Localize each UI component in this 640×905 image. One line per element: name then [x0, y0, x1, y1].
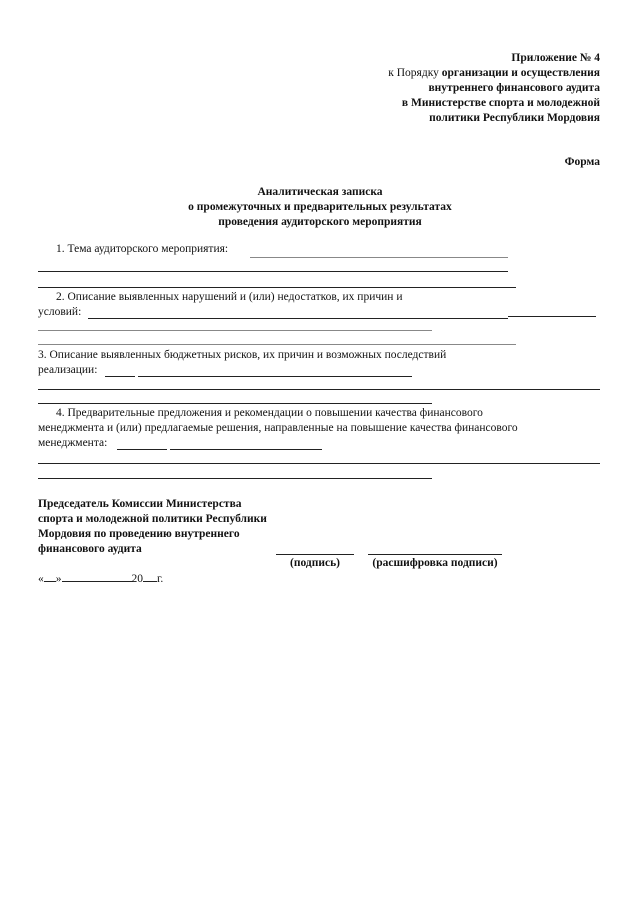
date-year-prefix: 20	[131, 573, 143, 585]
item-2-fill-line-2[interactable]	[38, 330, 432, 331]
signature-decode-line[interactable]	[368, 554, 502, 555]
date-line	[38, 571, 163, 585]
item-2-label-line-1: 2. Описание выявленных нарушений и (или) недостатков, их причин и	[56, 291, 403, 303]
appendix-ref-line	[388, 67, 600, 79]
item-3-label-line-1: 3. Описание выявленных бюджетных рисков, их причин и возможных последствий	[38, 349, 447, 361]
item-3-fill-line-3[interactable]	[38, 403, 432, 404]
date-year-suffix: г.	[157, 573, 164, 585]
signature-label: (подпись)	[290, 557, 340, 569]
item-4-fill-line-2[interactable]	[38, 463, 600, 464]
appendix-line-5: политики Республики Мордовия	[429, 112, 600, 124]
appendix-ref-bold: организации и осуществления	[441, 67, 600, 79]
form-label: Форма	[564, 156, 600, 168]
item-3-fill-line-short[interactable]	[105, 376, 135, 377]
document-title-line-1: Аналитическая записка	[257, 186, 383, 198]
item-3-label-line-2: реализации:	[38, 364, 98, 376]
item-1-fill-line[interactable]	[250, 257, 508, 258]
date-year-blank[interactable]	[143, 571, 157, 582]
signature-decode-label: (расшифровка подписи)	[372, 557, 498, 569]
signatory-title-line-3: Мордовия по проведению внутреннего	[38, 528, 240, 540]
document-title-line-3: проведения аудиторского мероприятия	[218, 216, 422, 228]
date-close-quote: »	[55, 573, 62, 585]
appendix-line-4: в Министерстве спорта и молодежной	[401, 97, 600, 109]
signatory-title-line-2: спорта и молодежной политики Республики	[38, 513, 267, 525]
date-open-quote: «	[38, 573, 44, 585]
item-4-fill-line-3[interactable]	[38, 478, 432, 479]
item-4-label-line-2: менеджмента и (или) предлагаемые решения, направленные на повышение качества финансового	[38, 422, 518, 434]
item-4-label-line-3: менеджмента:	[38, 437, 108, 449]
item-2-fill-line-3[interactable]	[38, 344, 516, 345]
document-title-line-2: о промежуточных и предварительных результатах	[188, 201, 452, 213]
signature-line[interactable]	[276, 554, 354, 555]
signatory-title-line-1: Председатель Комиссии Министерства	[38, 498, 242, 510]
item-4-label-line-1: 4. Предварительные предложения и рекомендации о повышении качества финансового	[56, 407, 483, 419]
item-2-fill-line-end[interactable]	[508, 316, 596, 317]
appendix-ref-prefix: к Порядку	[388, 67, 442, 79]
appendix-line-3: внутреннего финансового аудита	[428, 82, 600, 94]
appendix-number: Приложение № 4	[511, 52, 600, 64]
item-1-fill-line-2[interactable]	[38, 271, 508, 272]
date-day-blank[interactable]	[44, 571, 56, 582]
item-2-fill-line[interactable]	[88, 318, 508, 319]
date-month-blank[interactable]	[62, 571, 132, 582]
item-3-fill-line[interactable]	[138, 376, 412, 377]
item-3-fill-line-2[interactable]	[38, 389, 600, 390]
item-1-fill-line-3[interactable]	[38, 287, 516, 288]
item-1-label: 1. Тема аудиторского мероприятия:	[56, 243, 229, 255]
signatory-title-line-4: финансового аудита	[38, 543, 142, 555]
item-4-fill-line[interactable]	[170, 449, 322, 450]
item-2-label-line-2: условий:	[38, 306, 82, 318]
item-4-fill-line-short[interactable]	[117, 449, 167, 450]
